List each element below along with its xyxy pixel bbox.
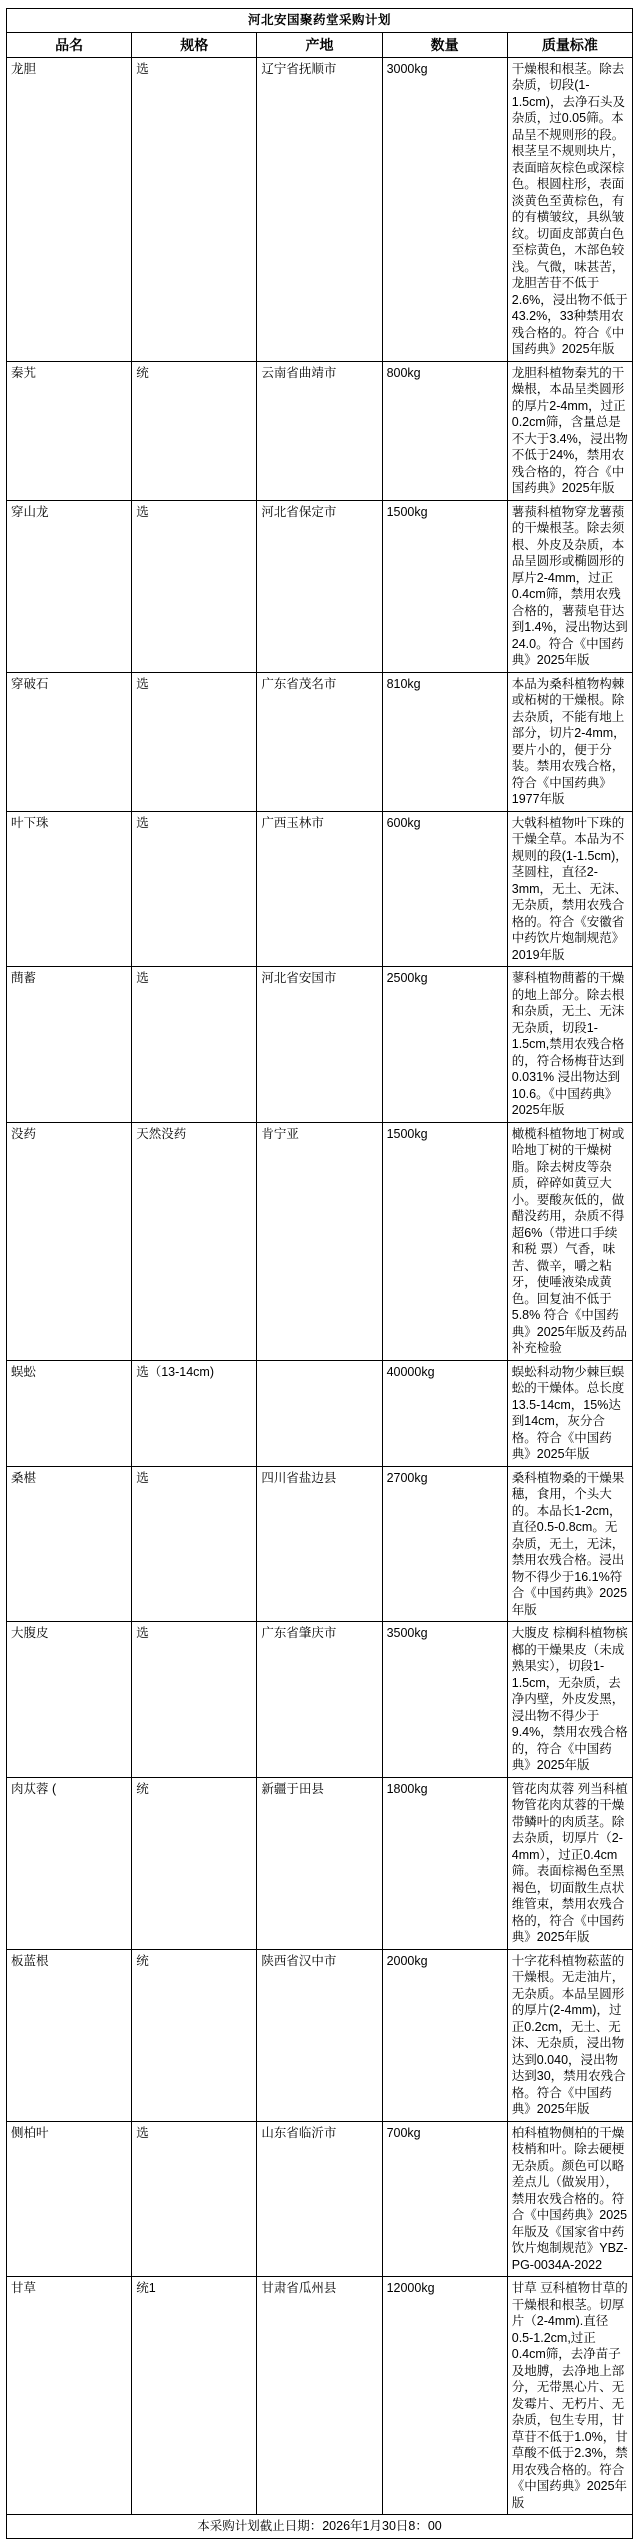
column-header-quantity: 数量 <box>382 32 507 57</box>
cell-quantity: 3000kg <box>382 57 507 361</box>
cell-name: 穿破石 <box>7 672 132 811</box>
cell-spec: 选 <box>132 811 257 967</box>
cell-spec: 统 <box>132 1777 257 1949</box>
cell-origin: 陕西省汉中市 <box>257 1949 382 2121</box>
cell-standard: 蜈蚣科动物少棘巨蜈蚣的干燥体。总长度13.5-14cm，15%达到14cm，灰分合格。符合《中国药典》2025年版 <box>507 1360 632 1466</box>
table-row <box>7 361 633 500</box>
cell-origin: 甘肃省瓜州县 <box>257 2277 382 2515</box>
cell-name: 甘草 <box>7 2277 132 2515</box>
cell-quantity: 600kg <box>382 811 507 967</box>
cell-quantity: 2500kg <box>382 967 507 1123</box>
column-header-name: 品名 <box>7 32 132 57</box>
cell-spec: 选 <box>132 967 257 1123</box>
cell-name: 秦艽 <box>7 361 132 500</box>
cell-spec: 选 <box>132 1622 257 1778</box>
table-row <box>7 1622 633 1778</box>
footer-row <box>7 2515 633 2539</box>
table-row <box>7 1466 633 1622</box>
column-header-spec: 规格 <box>132 32 257 57</box>
page-title: 河北安国聚药堂采购计划 <box>7 9 633 33</box>
table-row <box>7 1777 633 1949</box>
cell-quantity: 800kg <box>382 361 507 500</box>
table-row <box>7 811 633 967</box>
cell-origin: 肯宁亚 <box>257 1122 382 1360</box>
cell-origin <box>257 1360 382 1466</box>
cell-quantity: 1800kg <box>382 1777 507 1949</box>
cell-standard: 龙胆科植物秦艽的干燥根，本品呈类圆形的厚片2-4mm，过正0.2cm筛，含量总是不大于3.4%，浸出物不低于24%，禁用农残合格的，符合《中国药典》2025年版 <box>507 361 632 500</box>
column-header-origin: 产地 <box>257 32 382 57</box>
cell-name: 板蓝根 <box>7 1949 132 2121</box>
cell-name: 龙胆 <box>7 57 132 361</box>
cell-standard: 干燥根和根茎。除去杂质，切段(1-1.5cm)，去净石头及杂质，过0.05筛。本品呈不规则形的段。根茎呈不规则块片，表面暗灰棕色或深棕色。根圆柱形，表面淡黄色至黄棕色，有的有横皱纹，具纵皱纹。切面皮部黄白色至棕黄色，木部色较浅。气微，味甚苦，龙胆苦苷不低于2.6%，浸出物不低于43.2%，33种禁用农残合格的。符合《中国药典》2025年版 <box>507 57 632 361</box>
cell-name: 肉苁蓉 ( <box>7 1777 132 1949</box>
cell-spec: 统 <box>132 361 257 500</box>
cell-standard: 大戟科植物叶下珠的干燥全草。本品为不规则的段(1-1.5cm)，茎圆柱，直径2-3mm，无土、无沫、无杂质，禁用农残合格的。符合《安徽省中药饮片炮制规范》2019年版 <box>507 811 632 967</box>
cell-spec: 统1 <box>132 2277 257 2515</box>
table-row <box>7 1122 633 1360</box>
deadline-note: 本采购计划截止日期：2026年1月30日8：00 <box>7 2515 633 2539</box>
cell-spec: 选 <box>132 672 257 811</box>
cell-origin: 云南省曲靖市 <box>257 361 382 500</box>
table-row <box>7 2277 633 2515</box>
cell-origin: 山东省临沂市 <box>257 2121 382 2277</box>
cell-name: 蔄蓄 <box>7 967 132 1123</box>
cell-spec: 统 <box>132 1949 257 2121</box>
table-row <box>7 967 633 1123</box>
cell-quantity: 1500kg <box>382 1122 507 1360</box>
cell-standard: 大腹皮 棕榈科植物槟榔的干燥果皮（未成熟果实），切段1-1.5cm，无杂质，去净内壁，外皮发黑，浸出物不得少于9.4%，禁用农残合格的，符合《中国药典》2025年版 <box>507 1622 632 1778</box>
header-row <box>7 32 633 57</box>
cell-standard: 本品为桑科植物构棘或柘树的干燥根。除去杂质，不能有地上部分，切片2-4mm，要片小的，便于分装。禁用农残合格，符合《中国药典》1977年版 <box>507 672 632 811</box>
cell-origin: 广东省肇庆市 <box>257 1622 382 1778</box>
cell-origin: 广东省茂名市 <box>257 672 382 811</box>
cell-standard: 薯蓣科植物穿龙薯蓣的干燥根茎。除去须根、外皮及杂质，本品呈圆形或椭圆形的厚片2-4mm，过正0.4cm筛，禁用农残合格的，薯蓣皂苷达到1.4%，浸出物达到24.0。符合《中国药典》2025年版 <box>507 500 632 672</box>
cell-quantity: 1500kg <box>382 500 507 672</box>
cell-standard: 甘草 豆科植物甘草的干燥根和根茎。切厚片（2-4mm).直径0.5-1.2cm,过正0.4cm筛，去净苗子及地膊，去净地上部分，无带黑心片、无发霉片、无朽片、无杂质，包生专用，甘草苷不低于1.0%，甘草酸不低于2.3%，禁用农残合格的。符合《中国药典》2025年版 <box>507 2277 632 2515</box>
cell-quantity: 700kg <box>382 2121 507 2277</box>
cell-name: 没药 <box>7 1122 132 1360</box>
cell-spec: 选 <box>132 500 257 672</box>
cell-origin: 新疆于田县 <box>257 1777 382 1949</box>
cell-standard: 蓼科植物蔄蓄的干燥的地上部分。除去根和杂质，无土、无沫无杂质，切段1-1.5cm,禁用农残合格的，符合杨梅苷达到0.031% 浸出物达到10.6。《中国药典》2025年版 <box>507 967 632 1123</box>
column-header-standard: 质量标准 <box>507 32 632 57</box>
cell-standard: 柏科植物侧柏的干燥枝梢和叶。除去硬梗无杂质。颜色可以略差点儿（做炭用），禁用农残合格的。符合《中国药典》2025年版及《国家省中药饮片炮制规范》YBZ-PG-0034A-2022 <box>507 2121 632 2277</box>
cell-spec: 选 <box>132 2121 257 2277</box>
table-row <box>7 2121 633 2277</box>
cell-name: 大腹皮 <box>7 1622 132 1778</box>
cell-name: 侧柏叶 <box>7 2121 132 2277</box>
title-row <box>7 9 633 33</box>
cell-origin: 四川省盐边县 <box>257 1466 382 1622</box>
table-row <box>7 672 633 811</box>
cell-origin: 广西玉林市 <box>257 811 382 967</box>
cell-name: 穿山龙 <box>7 500 132 672</box>
cell-standard: 橄榄科植物地丁树或哈地丁树的干燥树脂。除去树皮等杂质，碎碎如黄豆大小。要酸灰低的，做醋没药用，杂质不得超6%（带进口手续和税 票）气香，味苦、微辛，嚼之粘牙，使唾液染成黄色。回复油不低于5.8% 符合《中国药典》2025年版及药品补充检验 <box>507 1122 632 1360</box>
cell-spec: 选 <box>132 1466 257 1622</box>
cell-name: 叶下珠 <box>7 811 132 967</box>
cell-origin: 辽宁省抚顺市 <box>257 57 382 361</box>
table-row <box>7 1360 633 1466</box>
cell-quantity: 2700kg <box>382 1466 507 1622</box>
cell-origin: 河北省安国市 <box>257 967 382 1123</box>
table-row <box>7 1949 633 2121</box>
cell-quantity: 2000kg <box>382 1949 507 2121</box>
table-row <box>7 57 633 361</box>
cell-spec: 选（13-14cm) <box>132 1360 257 1466</box>
cell-standard: 十字花科植物菘蓝的干燥根。无走油片，无杂质。本品呈圆形的厚片(2-4mm)，过正0.2cm，无土、无沫、无杂质，浸出物达到0.040，浸出物达到30，禁用农残合格。符合《中国药典》2025年版 <box>507 1949 632 2121</box>
cell-origin: 河北省保定市 <box>257 500 382 672</box>
cell-standard: 管花肉苁蓉 列当科植物管花肉苁蓉的干燥带鳞叶的肉质茎。除去杂质，切厚片（2-4mm），过正0.4cm筛。表面棕褐色至黑褐色，切面散生点状维管束，禁用农残合格的，符合《中国药典》2025年版 <box>507 1777 632 1949</box>
cell-spec: 选 <box>132 57 257 361</box>
cell-name: 蜈蚣 <box>7 1360 132 1466</box>
table-row <box>7 500 633 672</box>
cell-quantity: 12000kg <box>382 2277 507 2515</box>
cell-quantity: 3500kg <box>382 1622 507 1778</box>
cell-standard: 桑科植物桑的干燥果穗，食用，个头大的。本品长1-2cm，直径0.5-0.8cm。无杂质，无土，无沫，禁用农残合格。浸出物不得少于16.1%符合《中国药典》2025年版 <box>507 1466 632 1622</box>
cell-spec: 天然没药 <box>132 1122 257 1360</box>
purchase-plan-table <box>6 8 633 2539</box>
cell-quantity: 40000kg <box>382 1360 507 1466</box>
cell-name: 桑椹 <box>7 1466 132 1622</box>
cell-quantity: 810kg <box>382 672 507 811</box>
